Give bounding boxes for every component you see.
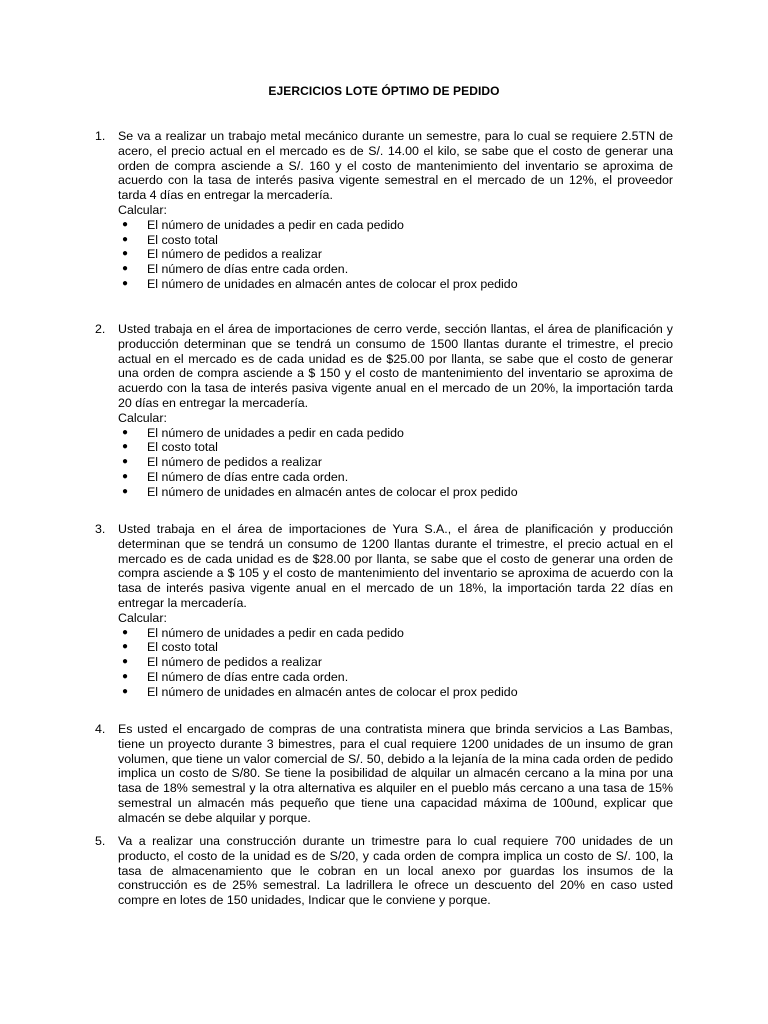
bullet-icon: ● <box>122 626 129 638</box>
bullet-icon: ● <box>122 685 129 697</box>
exercise-5 <box>95 834 673 908</box>
exercise-text: Usted trabaja en el área de importaciones de Yura S.A., el área de planificación y producción determinan que se tendrá un consumo de 1200 llantas durante el trimestre, el precio actual en el mercado es de cada unidad es de $28.00 por llanta, se sabe que el costo de generar una orden de compra asciende a $ 105 y el costo de mantenimiento del inventario se aproxima de acuerdo con la tasa de interés pasiva vigente anual en el mercado de un 18%, la importación tarda 22 días en entregar la mercadería. <box>118 522 673 610</box>
bullet-icon: ● <box>122 426 129 438</box>
exercise-text: Es usted el encargado de compras de una contratista minera que brinda servicios a Las Bambas, tiene un proyecto durante 3 bimestres, para el cual requiere 1200 unidades de un insumo de gran volumen, que tiene un valor comercial de S/. 50, debido a la lejanía de la mina cada orden de pedido implica un costo de S/80. Se tiene la posibilidad de alquilar un almacén cercano a la mina por una tasa de 18% semestral y la otra alternativa es alquiler en el pueblo más cercano a una tasa de 15% semestral un almacén más pequeño que tiene una capacidad máxima de 100und, explicar que almacén se debe alquilar y porque. <box>118 722 673 825</box>
calc-label: Calcular: <box>118 610 167 625</box>
calc-label: Calcular: <box>118 202 167 217</box>
bullet-list <box>118 218 673 292</box>
list-item <box>118 640 673 655</box>
exercise-number: 2. <box>95 322 106 336</box>
list-item <box>118 440 673 455</box>
list-item <box>118 262 673 277</box>
bullet-icon: ● <box>122 641 129 653</box>
exercise-3 <box>95 522 673 700</box>
list-item <box>118 218 673 233</box>
exercise-number: 1. <box>95 129 106 143</box>
list-item-text: El número de unidades en almacén antes de colocar el prox pedido <box>147 276 518 291</box>
bullet-icon: ● <box>122 233 129 245</box>
exercise-2 <box>95 322 673 500</box>
calc-label: Calcular: <box>118 410 167 425</box>
bullet-icon: ● <box>122 263 129 275</box>
list-item-text: El número de pedidos a realizar <box>147 455 322 470</box>
exercise-number: 5. <box>95 834 106 848</box>
exercise-text: Se va a realizar un trabajo metal mecánico durante un semestre, para lo cual se requiere 2.5TN de acero, el precio actual en el mercado es de S/. 14.00 el kilo, se sabe que el costo de generar una orden de compra asciende a S/. 160 y el costo de mantenimiento del inventario se aproxima de acuerdo con la tasa de interés pasiva vigente semestral en el mercado de un 12%, el proveedor tarda 4 días en entregar la mercadería. <box>118 129 673 203</box>
bullet-icon: ● <box>122 470 129 482</box>
list-item-text: El número de unidades a pedir en cada pedido <box>147 625 404 640</box>
list-item-text: El costo total <box>147 232 218 247</box>
exercise-text: Va a realizar una construcción durante un trimestre para lo cual requiere 700 unidades de un producto, el costo de la unidad es de S/20, y cada orden de compra implica un costo de S/. 100, la tasa de almacenamiento que le cobran en un local anexo por guardas los insumos de la construcción es de 25% semestral. La ladrillera le ofrece un descuento del 20% en caso usted compre en lotes de 150 unidades, Indicar que le conviene y porque. <box>118 834 673 908</box>
list-item <box>118 470 673 485</box>
exercise-4 <box>95 722 673 826</box>
exercise-number: 4. <box>95 722 106 736</box>
list-item <box>118 247 673 262</box>
bullet-icon: ● <box>122 248 129 260</box>
list-item-text: El costo total <box>147 440 218 455</box>
list-item-text: El número de unidades a pedir en cada pedido <box>147 425 404 440</box>
bullet-icon: ● <box>122 277 129 289</box>
exercise-1 <box>95 129 673 292</box>
list-item-text: El costo total <box>147 640 218 655</box>
exercise-number: 3. <box>95 522 106 536</box>
bullet-icon: ● <box>122 456 129 468</box>
list-item-text: El número de días entre cada orden. <box>147 469 349 484</box>
list-item <box>118 455 673 470</box>
bullet-list <box>118 626 673 700</box>
list-item-text: El número de unidades en almacén antes de colocar el prox pedido <box>147 484 518 499</box>
list-item-text: El número de unidades a pedir en cada pedido <box>147 217 404 232</box>
list-item <box>118 485 673 500</box>
bullet-icon: ● <box>122 656 129 668</box>
bullet-icon: ● <box>122 218 129 230</box>
list-item-text: El número de días entre cada orden. <box>147 262 349 277</box>
bullet-list <box>118 426 673 500</box>
list-item <box>118 233 673 248</box>
page-title: EJERCICIOS LOTE ÓPTIMO DE PEDIDO <box>268 84 500 98</box>
list-item <box>118 426 673 441</box>
list-item <box>118 685 673 700</box>
list-item-text: El número de pedidos a realizar <box>147 247 322 262</box>
bullet-icon: ● <box>122 670 129 682</box>
list-item-text: El número de días entre cada orden. <box>147 669 349 684</box>
list-item <box>118 277 673 292</box>
list-item-text: El número de pedidos a realizar <box>147 655 322 670</box>
list-item <box>118 655 673 670</box>
list-item-text: El número de unidades en almacén antes de colocar el prox pedido <box>147 684 518 699</box>
list-item <box>118 670 673 685</box>
bullet-icon: ● <box>122 485 129 497</box>
bullet-icon: ● <box>122 441 129 453</box>
exercise-text: Usted trabaja en el área de importaciones de cerro verde, sección llantas, el área de planificación y producción determinan que se tendrá un consumo de 1500 llantas durante el trimestre, el precio actual en el mercado es de cada unidad es de $25.00 por llanta, se sabe que el costo de generar una orden de compra asciende a $ 150 y el costo de mantenimiento del inventario se aproxima de acuerdo con la tasa de interés pasiva vigente anual en el mercado de un 20%, la importación tarda 20 días en entregar la mercadería. <box>118 322 673 410</box>
list-item <box>118 626 673 641</box>
